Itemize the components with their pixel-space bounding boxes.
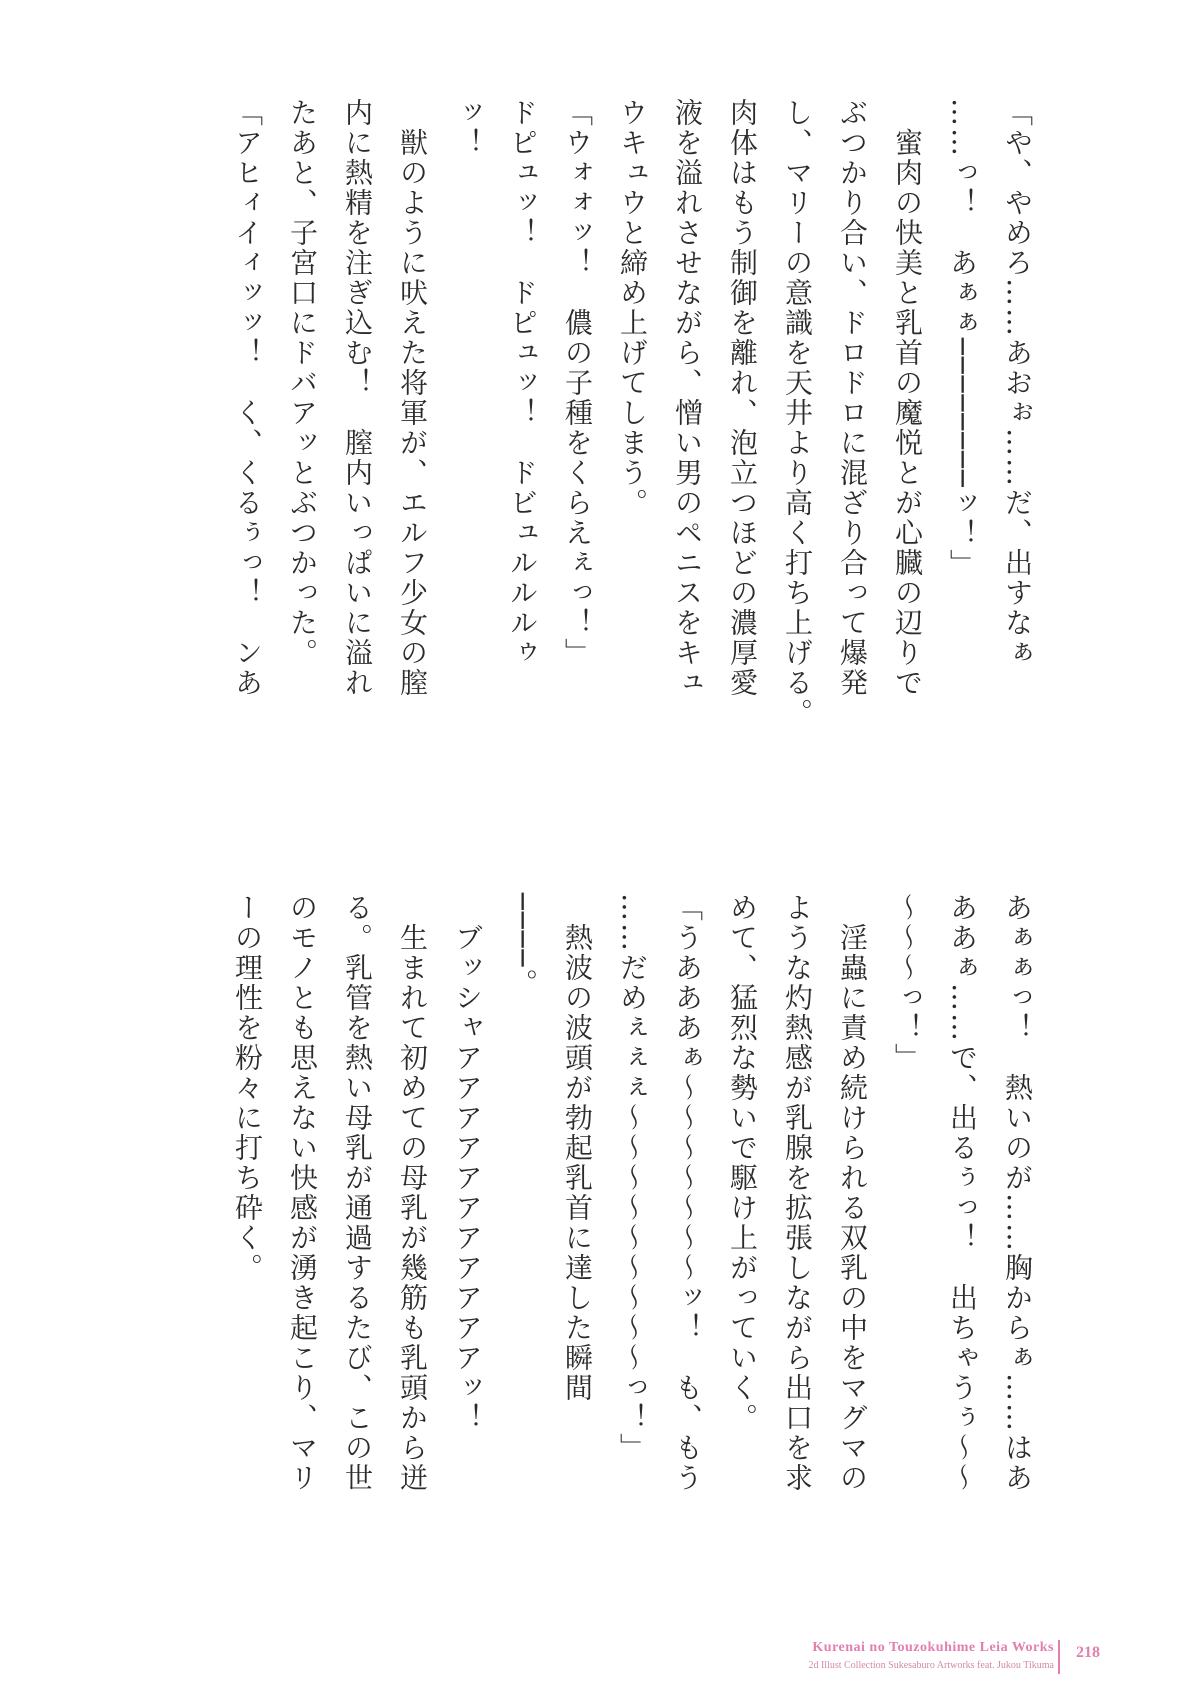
text-line: 生まれて初めての母乳が幾筋も乳頭から迸 — [396, 893, 429, 1493]
footer-divider — [1058, 1640, 1060, 1674]
text-line: 液を溢れさせながら、憎い男のペニスをキュ — [671, 98, 704, 698]
text-line: ……っ！ あぁぁ────────ッ！」 — [946, 98, 979, 579]
text-line: し、マリーの意識を天井より高く打ち上げる。 — [781, 98, 814, 728]
text-line: ーの理性を粉々に打ち砕く。 — [231, 893, 264, 1283]
text-line: ウキュウと締め上げてしまう。 — [616, 98, 649, 518]
text-line: 獣のように吠えた将軍が、エルフ少女の膣 — [396, 98, 429, 698]
page-number: 218 — [1076, 1644, 1100, 1661]
text-line: 淫蟲に責め続けられる双乳の中をマグマの — [836, 893, 869, 1493]
text-line: ブッシャアアアアアアアアアアアッ！ — [451, 893, 484, 1433]
book-subtitle: 2d Illust Collection Sukesaburo Artworks feat. Jukou Tikuma — [808, 1660, 1054, 1671]
text-block-bottom — [195, 893, 1045, 1493]
text-line: 〜〜〜っ！」 — [891, 893, 924, 1073]
text-line: 肉体はもう制御を離れ、泡立つほどの濃厚愛 — [726, 98, 759, 698]
text-line: ああぁ……で、出るぅっ！ 出ちゃうぅ〜〜 — [946, 893, 979, 1493]
text-line: 熱波の波頭が勃起乳首に達した瞬間 — [561, 893, 594, 1403]
text-line: 「ウォォッ！ 儂の子種をくらえぇっ！」 — [561, 98, 594, 668]
text-line: めて、猛烈な勢いで駆け上がっていく。 — [726, 893, 759, 1433]
text-line: 「うあああぁ〜〜〜〜〜〜〜ッ！ も、もう — [671, 893, 704, 1493]
text-line: ぶつかり合い、ドロドロに混ざり合って爆発 — [836, 98, 869, 698]
text-line: 蜜肉の快美と乳首の魔悦とが心臓の辺りで — [891, 98, 924, 698]
text-line: 「や、やめろ……あおぉ……だ、出すなぁ — [1001, 98, 1034, 668]
text-line: たあと、子宮口にドバアッとぶつかった。 — [286, 98, 319, 668]
text-line: ……だめぇぇぇ〜〜〜〜〜〜〜〜〜っ！」 — [616, 893, 649, 1463]
text-line: 内に熱精を注ぎ込む！ 膣内いっぱいに溢れ — [341, 98, 374, 698]
text-line: る。乳管を熱い母乳が通過するたび、この世 — [341, 893, 374, 1493]
text-line: ────。 — [506, 893, 539, 999]
text-line: ような灼熱感が乳腺を拡張しながら出口を求 — [781, 893, 814, 1493]
text-line: ッ！ — [451, 98, 484, 158]
book-title: Kurenai no Touzokuhime Leia Works — [812, 1640, 1054, 1655]
text-line: のモノとも思えない快感が湧き起こり、マリ — [286, 893, 319, 1493]
text-line: あぁぁっ！ 熱いのが……胸からぁ……はあ — [1001, 893, 1034, 1493]
text-line: ドピュッ！ ドピュッ！ ドビュルルルゥ — [506, 98, 539, 668]
text-block-top — [215, 98, 1045, 828]
text-line: 「アヒィイィッッ！ く、くるぅっ！ ンあ — [231, 98, 264, 698]
